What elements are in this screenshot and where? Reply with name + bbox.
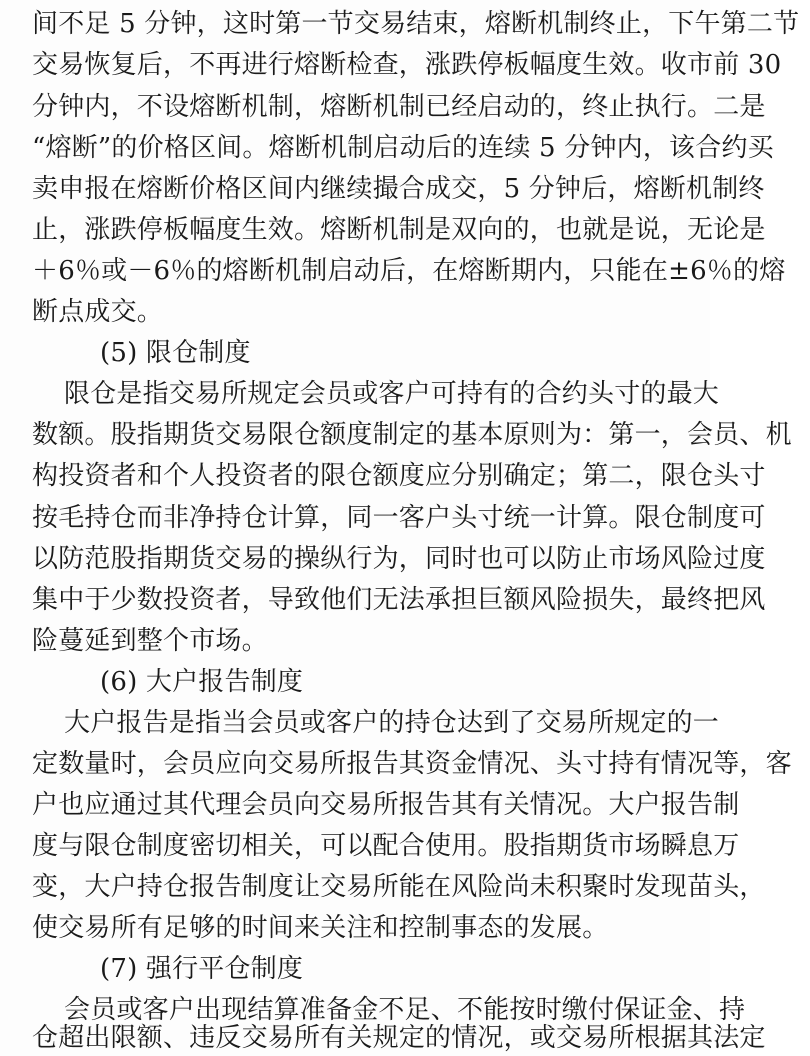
text-line: 仓超出限额、违反交易所有关规定的情况，或交易所根据其法定 — [32, 1023, 766, 1053]
text-line: 会员或客户出现结算准备金不足、不能按时缴付保证金、持 — [64, 995, 746, 1025]
text-line: 集中于少数投资者，导致他们无法承担巨额风险损失，最终把风 — [32, 585, 766, 615]
text-line: “熔断”的价格区间。熔断机制启动后的连续 5 分钟内，该合约买 — [32, 133, 774, 163]
text-line: 间不足 5 分钟，这时第一节交易结束，熔断机制终止，下午第二节 — [32, 9, 800, 39]
text-line: 止，涨跌停板幅度生效。熔断机制是双向的，也就是说，无论是 — [32, 215, 766, 245]
text-line: 度与限仓制度密切相关，可以配合使用。股指期货市场瞬息万 — [32, 831, 740, 861]
text-line: 大户报告是指当会员或客户的持仓达到了交易所规定的一 — [64, 708, 720, 738]
text-line: 构投资者和个人投资者的限仓额度应分别确定；第二，限仓头寸 — [32, 461, 766, 491]
section-heading: (7) 强行平仓制度 — [100, 954, 304, 984]
text-line: 使交易所有足够的时间来关注和控制事态的发展。 — [32, 913, 609, 943]
text-line: 按毛持仓而非净持仓计算，同一客户头寸统一计算。限仓制度可 — [32, 503, 766, 533]
text-line: 限仓是指交易所规定会员或客户可持有的合约头寸的最大 — [64, 379, 720, 409]
text-line: 卖申报在熔断价格区间内继续撮合成交，5 分钟后，熔断机制终 — [32, 174, 765, 204]
text-line: 以防范股指期货交易的操纵行为，同时也可以防止市场风险过度 — [32, 544, 766, 574]
text-line: 险蔓延到整个市场。 — [32, 626, 268, 656]
text-line: 数额。股指期货交易限仓额度制定的基本原则为：第一，会员、机 — [32, 420, 792, 450]
text-line: ＋6％或－6％的熔断机制启动后，在熔断期内，只能在±6％的熔 — [32, 256, 786, 286]
text-line: 户也应通过其代理会员向交易所报告其有关情况。大户报告制 — [32, 790, 740, 820]
section-heading: (6) 大户报告制度 — [100, 667, 304, 697]
text-line: 变，大户持仓报告制度让交易所能在风险尚未积聚时发现苗头， — [32, 872, 766, 902]
text-line: 交易恢复后，不再进行熔断检查，涨跌停板幅度生效。收市前 30 — [32, 50, 782, 80]
text-line: 定数量时，会员应向交易所报告其资金情况、头寸持有情况等，客 — [32, 749, 792, 779]
section-heading: (5) 限仓制度 — [100, 338, 251, 368]
text-line: 分钟内，不设熔断机制，熔断机制已经启动的，终止执行。二是 — [32, 92, 766, 122]
text-line: 断点成交。 — [32, 297, 164, 327]
